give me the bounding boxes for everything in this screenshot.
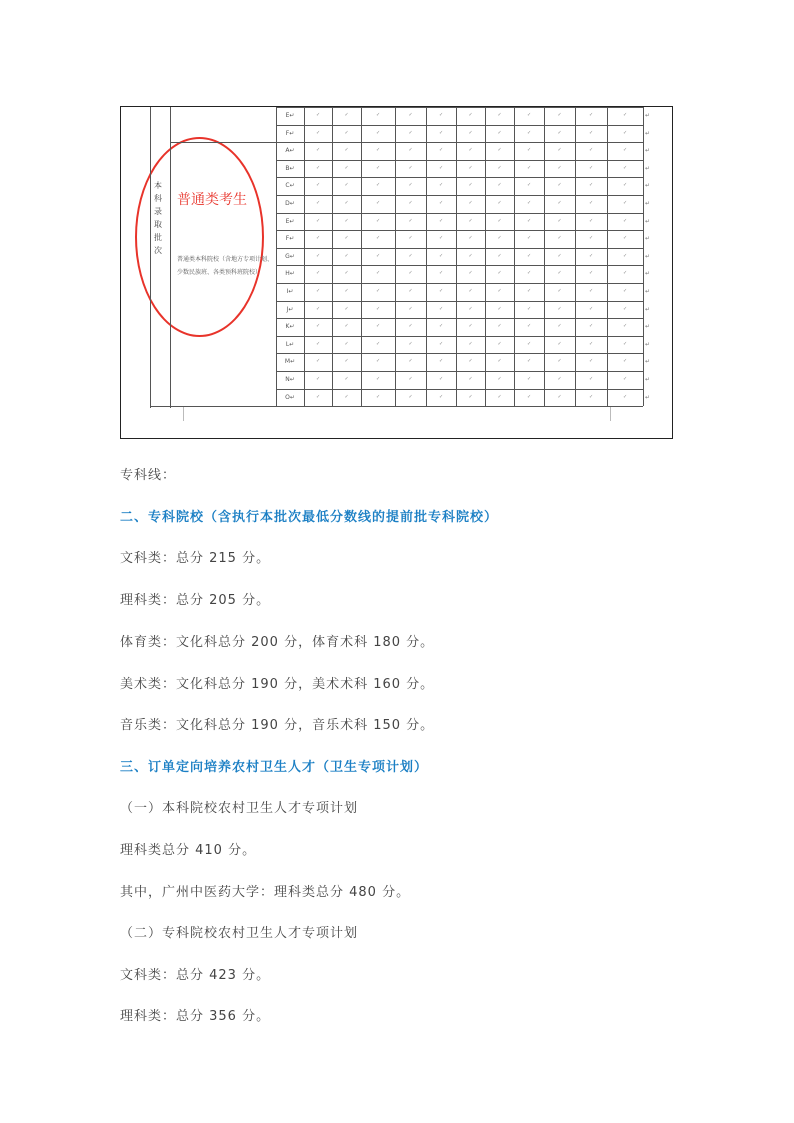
check-mark: ✓ bbox=[468, 340, 473, 347]
meishu-score: 美术类：文化科总分 190 分，美术术科 160 分。 bbox=[120, 677, 435, 692]
check-mark: ✓ bbox=[376, 112, 381, 118]
check-mark: ✓ bbox=[468, 358, 473, 365]
check-mark: ✓ bbox=[557, 305, 562, 312]
check-mark: ✓ bbox=[439, 323, 444, 330]
check-mark: ✓ bbox=[408, 235, 413, 242]
check-mark: ✓ bbox=[557, 252, 562, 259]
check-mark: ✓ bbox=[439, 164, 444, 171]
check-mark: ✓ bbox=[527, 376, 532, 382]
check-mark: ✓ bbox=[316, 129, 321, 136]
grade-label: M↵ bbox=[284, 358, 296, 366]
check-mark: ✓ bbox=[589, 112, 594, 118]
check-mark: ✓ bbox=[497, 288, 502, 294]
grade-label: K↵ bbox=[285, 323, 295, 331]
grade-label: I↵ bbox=[286, 288, 294, 295]
check-mark: ✓ bbox=[408, 182, 413, 189]
sub2-wenke-score: 文科类：总分 423 分。 bbox=[120, 968, 271, 983]
check-mark: ✓ bbox=[408, 147, 413, 154]
check-mark: ✓ bbox=[344, 147, 349, 154]
check-mark: ✓ bbox=[376, 164, 381, 171]
check-mark: ✓ bbox=[468, 305, 473, 312]
check-mark: ✓ bbox=[408, 200, 413, 206]
check-mark: ✓ bbox=[497, 270, 502, 277]
badge-description: 普通类本科院校（含地方专项计划、少数民族班、各类预科班院校） bbox=[177, 256, 274, 276]
check-mark: ✓ bbox=[439, 270, 444, 277]
grade-label: D↵ bbox=[285, 200, 295, 207]
row-end-mark: ↵ bbox=[645, 305, 651, 313]
check-mark: ✓ bbox=[408, 376, 413, 382]
check-mark: ✓ bbox=[344, 393, 349, 400]
check-mark: ✓ bbox=[344, 182, 349, 189]
check-mark: ✓ bbox=[527, 393, 532, 400]
check-mark: ✓ bbox=[439, 252, 444, 259]
check-mark: ✓ bbox=[408, 288, 413, 294]
row-end-mark: ↵ bbox=[645, 200, 651, 207]
check-mark: ✓ bbox=[316, 270, 321, 277]
check-mark: ✓ bbox=[589, 129, 594, 136]
check-mark: ✓ bbox=[557, 288, 562, 294]
table-row-line bbox=[276, 406, 643, 407]
table-column-line bbox=[304, 107, 305, 406]
check-mark: ✓ bbox=[316, 235, 321, 242]
check-mark: ✓ bbox=[557, 147, 562, 154]
check-mark: ✓ bbox=[527, 182, 532, 189]
check-mark: ✓ bbox=[408, 393, 413, 400]
table-row-line bbox=[276, 265, 643, 266]
check-mark: ✓ bbox=[316, 200, 321, 206]
check-mark: ✓ bbox=[589, 323, 594, 330]
check-mark: ✓ bbox=[439, 182, 444, 189]
check-mark: ✓ bbox=[527, 270, 532, 277]
grade-label: O↵ bbox=[285, 393, 295, 401]
badge-title: 普通类考生 bbox=[177, 192, 247, 208]
row-end-mark: ↵ bbox=[645, 252, 651, 260]
grade-label: N↵ bbox=[285, 376, 295, 383]
check-mark: ✓ bbox=[376, 129, 381, 136]
check-mark: ✓ bbox=[439, 112, 444, 118]
check-mark: ✓ bbox=[344, 358, 349, 365]
check-mark: ✓ bbox=[557, 129, 562, 136]
check-mark: ✓ bbox=[468, 200, 473, 206]
check-mark: ✓ bbox=[316, 305, 321, 312]
check-mark: ✓ bbox=[589, 217, 594, 224]
check-mark: ✓ bbox=[408, 217, 413, 224]
check-mark: ✓ bbox=[497, 200, 502, 206]
check-mark: ✓ bbox=[527, 200, 532, 206]
row-end-mark: ↵ bbox=[645, 164, 651, 172]
check-mark: ✓ bbox=[497, 147, 502, 154]
check-mark: ✓ bbox=[316, 323, 321, 330]
check-mark: ✓ bbox=[344, 235, 349, 242]
check-mark: ✓ bbox=[589, 305, 594, 312]
check-mark: ✓ bbox=[344, 305, 349, 312]
row-end-mark: ↵ bbox=[645, 340, 651, 348]
check-mark: ✓ bbox=[557, 323, 562, 330]
sub2-heading: （二）专科院校农村卫生人才专项计划 bbox=[120, 926, 359, 941]
row-end-mark: ↵ bbox=[645, 323, 651, 331]
check-mark: ✓ bbox=[468, 147, 473, 154]
table-row-line bbox=[276, 213, 643, 214]
check-mark: ✓ bbox=[557, 112, 562, 118]
table-column-line bbox=[575, 107, 576, 406]
table-row-line bbox=[276, 371, 643, 372]
check-mark: ✓ bbox=[589, 393, 594, 400]
check-mark: ✓ bbox=[557, 358, 562, 365]
check-mark: ✓ bbox=[439, 129, 444, 136]
check-mark: ✓ bbox=[589, 182, 594, 189]
check-mark: ✓ bbox=[344, 164, 349, 171]
check-mark: ✓ bbox=[589, 147, 594, 154]
check-mark: ✓ bbox=[623, 164, 628, 171]
table-row-line bbox=[276, 283, 643, 284]
check-mark: ✓ bbox=[376, 305, 381, 312]
table-row-line bbox=[276, 230, 643, 231]
check-mark: ✓ bbox=[623, 288, 628, 294]
table-row-line bbox=[276, 353, 643, 354]
table-row-line bbox=[276, 336, 643, 337]
check-mark: ✓ bbox=[623, 323, 628, 330]
check-mark: ✓ bbox=[439, 235, 444, 242]
check-mark: ✓ bbox=[376, 323, 381, 330]
check-mark: ✓ bbox=[344, 340, 349, 347]
check-mark: ✓ bbox=[623, 393, 628, 400]
table-column-line bbox=[332, 107, 333, 406]
check-mark: ✓ bbox=[527, 129, 532, 136]
check-mark: ✓ bbox=[408, 112, 413, 118]
check-mark: ✓ bbox=[527, 358, 532, 365]
row-end-mark: ↵ bbox=[645, 393, 651, 401]
check-mark: ✓ bbox=[468, 376, 473, 382]
check-mark: ✓ bbox=[408, 323, 413, 330]
check-mark: ✓ bbox=[468, 252, 473, 259]
check-mark: ✓ bbox=[623, 112, 628, 118]
check-mark: ✓ bbox=[623, 147, 628, 154]
check-mark: ✓ bbox=[527, 217, 532, 224]
check-mark: ✓ bbox=[589, 164, 594, 171]
check-mark: ✓ bbox=[497, 235, 502, 242]
check-mark: ✓ bbox=[439, 393, 444, 400]
check-mark: ✓ bbox=[623, 270, 628, 277]
row-end-mark: ↵ bbox=[645, 235, 651, 243]
check-mark: ✓ bbox=[497, 393, 502, 400]
table-bottom-tick bbox=[610, 407, 611, 421]
like-score: 理科类：总分 205 分。 bbox=[120, 593, 271, 608]
check-mark: ✓ bbox=[376, 340, 381, 347]
row-end-mark: ↵ bbox=[645, 129, 651, 137]
check-mark: ✓ bbox=[408, 252, 413, 259]
check-mark: ✓ bbox=[623, 182, 628, 189]
check-mark: ✓ bbox=[468, 182, 473, 189]
check-mark: ✓ bbox=[497, 358, 502, 365]
check-mark: ✓ bbox=[557, 376, 562, 382]
sub1-note: 其中，广州中医药大学：理科类总分 480 分。 bbox=[120, 885, 411, 900]
check-mark: ✓ bbox=[623, 235, 628, 242]
grade-label: H↵ bbox=[285, 270, 295, 278]
check-mark: ✓ bbox=[408, 129, 413, 136]
check-mark: ✓ bbox=[527, 147, 532, 154]
check-mark: ✓ bbox=[439, 376, 444, 382]
check-mark: ✓ bbox=[344, 217, 349, 224]
table-column-line bbox=[514, 107, 515, 406]
check-mark: ✓ bbox=[497, 217, 502, 224]
check-mark: ✓ bbox=[376, 270, 381, 277]
check-mark: ✓ bbox=[408, 340, 413, 347]
check-mark: ✓ bbox=[623, 305, 628, 312]
table-row-line bbox=[276, 301, 643, 302]
grade-label: L↵ bbox=[285, 340, 295, 348]
table-column-line bbox=[643, 107, 644, 406]
grade-label: A↵ bbox=[285, 147, 295, 155]
table-column-line bbox=[544, 107, 545, 406]
check-mark: ✓ bbox=[589, 252, 594, 259]
row-end-mark: ↵ bbox=[645, 182, 651, 190]
check-mark: ✓ bbox=[468, 129, 473, 136]
check-mark: ✓ bbox=[376, 358, 381, 365]
check-mark: ✓ bbox=[623, 217, 628, 224]
check-mark: ✓ bbox=[439, 147, 444, 154]
table-row-line bbox=[276, 107, 643, 108]
check-mark: ✓ bbox=[316, 376, 321, 382]
check-mark: ✓ bbox=[527, 235, 532, 242]
table-row-line bbox=[170, 142, 643, 143]
check-mark: ✓ bbox=[376, 376, 381, 382]
check-mark: ✓ bbox=[376, 252, 381, 259]
check-mark: ✓ bbox=[589, 376, 594, 382]
check-mark: ✓ bbox=[316, 288, 321, 294]
yinyue-score: 音乐类：文化科总分 190 分，音乐术科 150 分。 bbox=[120, 718, 435, 733]
table-column-line bbox=[361, 107, 362, 406]
check-mark: ✓ bbox=[623, 340, 628, 347]
check-mark: ✓ bbox=[316, 393, 321, 400]
check-mark: ✓ bbox=[316, 182, 321, 189]
tiyu-score: 体育类：文化科总分 200 分，体育术科 180 分。 bbox=[120, 635, 435, 650]
check-mark: ✓ bbox=[376, 217, 381, 224]
table-row-line bbox=[276, 125, 643, 126]
sub1-heading: （一）本科院校农村卫生人才专项计划 bbox=[120, 801, 359, 816]
check-mark: ✓ bbox=[408, 270, 413, 277]
check-mark: ✓ bbox=[376, 393, 381, 400]
check-mark: ✓ bbox=[376, 182, 381, 189]
table-border-line bbox=[170, 107, 171, 408]
row-end-mark: ↵ bbox=[645, 217, 651, 225]
sub1-like-score: 理科类总分 410 分。 bbox=[120, 843, 257, 858]
check-mark: ✓ bbox=[557, 235, 562, 242]
check-mark: ✓ bbox=[316, 340, 321, 347]
check-mark: ✓ bbox=[344, 270, 349, 277]
check-mark: ✓ bbox=[376, 235, 381, 242]
check-mark: ✓ bbox=[344, 376, 349, 382]
check-mark: ✓ bbox=[623, 252, 628, 259]
check-mark: ✓ bbox=[344, 252, 349, 259]
check-mark: ✓ bbox=[589, 235, 594, 242]
table-row-line bbox=[276, 160, 643, 161]
check-mark: ✓ bbox=[527, 112, 532, 118]
table-row-line bbox=[276, 195, 643, 196]
check-mark: ✓ bbox=[623, 376, 628, 382]
check-mark: ✓ bbox=[497, 340, 502, 347]
check-mark: ✓ bbox=[468, 164, 473, 171]
check-mark: ✓ bbox=[527, 340, 532, 347]
check-mark: ✓ bbox=[344, 288, 349, 294]
check-mark: ✓ bbox=[497, 376, 502, 382]
check-mark: ✓ bbox=[439, 358, 444, 365]
zhuanke-line-label: 专科线： bbox=[120, 468, 177, 483]
check-mark: ✓ bbox=[468, 217, 473, 224]
check-mark: ✓ bbox=[497, 252, 502, 259]
check-mark: ✓ bbox=[439, 305, 444, 312]
check-mark: ✓ bbox=[408, 358, 413, 365]
check-mark: ✓ bbox=[408, 305, 413, 312]
grade-label: B↵ bbox=[285, 164, 295, 172]
table-column-line bbox=[485, 107, 486, 406]
check-mark: ✓ bbox=[439, 217, 444, 224]
batch-vertical-label: 本科录取批次 bbox=[154, 181, 162, 255]
check-mark: ✓ bbox=[557, 393, 562, 400]
check-mark: ✓ bbox=[316, 147, 321, 154]
check-mark: ✓ bbox=[439, 340, 444, 347]
check-mark: ✓ bbox=[344, 200, 349, 206]
row-end-mark: ↵ bbox=[645, 147, 651, 155]
check-mark: ✓ bbox=[316, 164, 321, 171]
check-mark: ✓ bbox=[527, 288, 532, 294]
table-column-line bbox=[456, 107, 457, 406]
row-end-mark: ↵ bbox=[645, 288, 651, 295]
check-mark: ✓ bbox=[527, 164, 532, 171]
table-bottom-tick bbox=[183, 407, 184, 421]
section-3-heading: 三、订单定向培养农村卫生人才（卫生专项计划） bbox=[120, 760, 429, 775]
check-mark: ✓ bbox=[497, 164, 502, 171]
grade-label: E↵ bbox=[285, 217, 295, 225]
check-mark: ✓ bbox=[527, 323, 532, 330]
table-border-line bbox=[150, 107, 151, 408]
table-column-line bbox=[426, 107, 427, 406]
check-mark: ✓ bbox=[468, 323, 473, 330]
table-row-line bbox=[276, 318, 643, 319]
check-mark: ✓ bbox=[589, 288, 594, 294]
check-mark: ✓ bbox=[497, 112, 502, 118]
wenke-score: 文科类：总分 215 分。 bbox=[120, 551, 271, 566]
check-mark: ✓ bbox=[527, 305, 532, 312]
check-mark: ✓ bbox=[344, 129, 349, 136]
row-end-mark: ↵ bbox=[645, 270, 651, 278]
grade-label: C↵ bbox=[285, 182, 295, 190]
check-mark: ✓ bbox=[468, 288, 473, 294]
table-row-line bbox=[276, 248, 643, 249]
check-mark: ✓ bbox=[497, 323, 502, 330]
check-mark: ✓ bbox=[557, 164, 562, 171]
row-end-mark: ↵ bbox=[645, 358, 651, 366]
check-mark: ✓ bbox=[589, 200, 594, 206]
grade-label: F↵ bbox=[285, 235, 295, 243]
check-mark: ✓ bbox=[468, 270, 473, 277]
check-mark: ✓ bbox=[316, 252, 321, 259]
check-mark: ✓ bbox=[623, 129, 628, 136]
check-mark: ✓ bbox=[439, 200, 444, 206]
check-mark: ✓ bbox=[344, 112, 349, 118]
check-mark: ✓ bbox=[497, 305, 502, 312]
check-mark: ✓ bbox=[589, 340, 594, 347]
check-mark: ✓ bbox=[557, 217, 562, 224]
check-mark: ✓ bbox=[468, 235, 473, 242]
table-row-line bbox=[276, 389, 643, 390]
grade-label: J↵ bbox=[286, 305, 294, 313]
check-mark: ✓ bbox=[376, 147, 381, 154]
check-mark: ✓ bbox=[589, 270, 594, 277]
check-mark: ✓ bbox=[497, 182, 502, 189]
check-mark: ✓ bbox=[557, 270, 562, 277]
row-end-mark: ↵ bbox=[645, 112, 651, 119]
check-mark: ✓ bbox=[344, 323, 349, 330]
check-mark: ✓ bbox=[316, 358, 321, 365]
check-mark: ✓ bbox=[316, 112, 321, 118]
check-mark: ✓ bbox=[527, 252, 532, 259]
check-mark: ✓ bbox=[623, 358, 628, 365]
check-mark: ✓ bbox=[557, 340, 562, 347]
check-mark: ✓ bbox=[557, 200, 562, 206]
grade-label: E↵ bbox=[285, 112, 295, 119]
grade-label: F↵ bbox=[285, 129, 295, 137]
sub2-like-score: 理科类：总分 356 分。 bbox=[120, 1009, 271, 1024]
section-2-heading: 二、专科院校（含执行本批次最低分数线的提前批专科院校） bbox=[120, 510, 499, 525]
check-mark: ✓ bbox=[408, 164, 413, 171]
check-mark: ✓ bbox=[623, 200, 628, 206]
check-mark: ✓ bbox=[316, 217, 321, 224]
check-mark: ✓ bbox=[557, 182, 562, 189]
check-mark: ✓ bbox=[376, 200, 381, 206]
score-table-figure bbox=[120, 106, 673, 439]
table-column-line bbox=[607, 107, 608, 406]
row-end-mark: ↵ bbox=[645, 376, 651, 383]
table-row-line bbox=[276, 177, 643, 178]
table-row-line bbox=[150, 406, 276, 407]
check-mark: ✓ bbox=[439, 288, 444, 294]
table-column-line bbox=[395, 107, 396, 406]
check-mark: ✓ bbox=[497, 129, 502, 136]
check-mark: ✓ bbox=[468, 393, 473, 400]
check-mark: ✓ bbox=[376, 288, 381, 294]
grade-label: G↵ bbox=[285, 252, 295, 260]
check-mark: ✓ bbox=[589, 358, 594, 365]
check-mark: ✓ bbox=[468, 112, 473, 118]
